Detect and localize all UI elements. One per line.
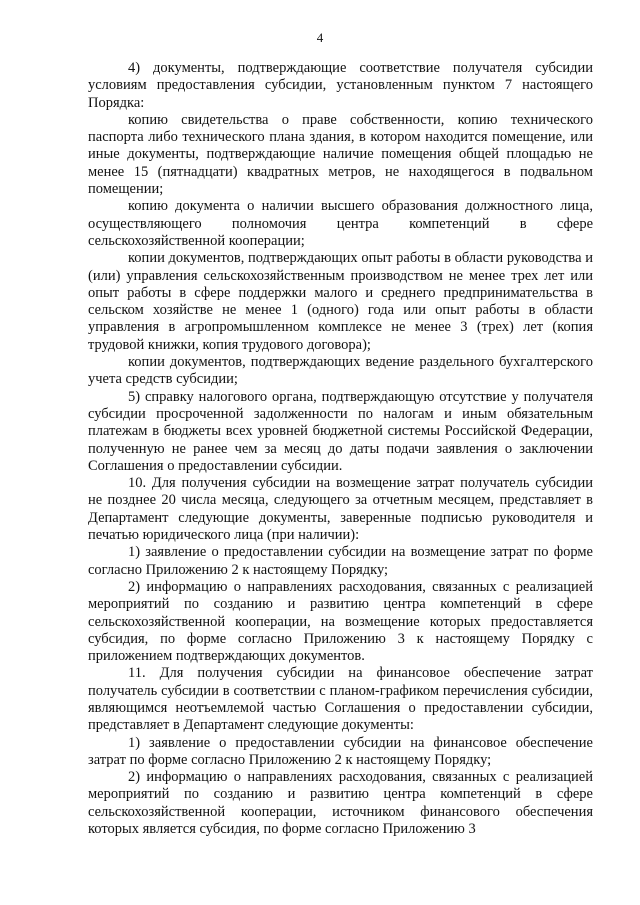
paragraph-clause-10: 10. Для получения субсидии на возмещение затрат получатель субсидии не позднее 20 числа месяца, следующего за отчетным месяцем, представляет в Департамент следующие документы, заверенные подписью руководителя и печатью юридического лица (при наличии): (88, 475, 593, 544)
paragraph-clause-11-item-1: 1) заявление о предоставлении субсидии на финансовое обеспечение затрат по форме согласно Приложению 2 к настоящему Порядку; (88, 734, 593, 768)
paragraph-clause-11-item-2: 2) информацию о направлениях расходования, связанных с реализацией мероприятий по созданию и развитию центра компетенций в сфере сельскохозяйственной кооперации, источником финансового обеспечения которых является субсидия, по форме согласно Приложению 3 (88, 769, 593, 838)
paragraph-separate-accounting: копии документов, подтверждающих ведение раздельного бухгалтерского учета средств субсидии; (88, 354, 593, 388)
paragraph-clause-10-item-2: 2) информацию о направлениях расходования, связанных с реализацией мероприятий по созданию и развитию центра компетенций в сфере сельскохозяйственной кооперации, на возмещение которых предоставляется субсидия, по форме согласно Приложению 3 к настоящему Порядку с приложением подтверждающих документов. (88, 578, 593, 665)
paragraph-clause-10-item-1: 1) заявление о предоставлении субсидии на возмещение затрат по форме согласно Приложению 2 к настоящему Порядку; (88, 544, 593, 578)
paragraph-item-5-tax-certificate: 5) справку налогового органа, подтверждающую отсутствие у получателя субсидии просроченной задолженности по налогам и иным обязательным платежам в бюджеты всех уровней бюджетной системы Российской Федерации, полученную не ранее чем за месяц до даты подачи заявления о заключении Соглашения о предоставлении субсидии. (88, 388, 593, 474)
page-number: 4 (316, 30, 324, 45)
paragraph-ownership-certificate: копию свидетельства о праве собственности, копию технического паспорта либо технического плана здания, в котором находится помещение, или иные документы, подтверждающие наличие помещения общей площадью не менее 15 (пятнадцати) квадратных метров, не находящегося в подвальном помещении; (88, 111, 593, 198)
paragraph-clause-11: 11. Для получения субсидии на финансовое обеспечение затрат получатель субсидии в соответствии с планом-графиком перечисления субсидии, являющимся неотъемлемой частью Соглашения о предоставлении субсидии, представляет в Департамент следующие документы: (88, 665, 593, 734)
paragraph-item-4-documents: 4) документы, подтверждающие соответствие получателя субсидии условиям предоставления субсидии, установленным пунктом 7 настоящего Порядка: (88, 60, 593, 111)
document-body (88, 60, 593, 838)
paragraph-work-experience: копии документов, подтверждающих опыт работы в области руководства и (или) управления сельскохозяйственным производством не менее трех лет или опыт работы в сфере поддержки малого и среднего предпринимательства в сельском хозяйстве не менее 1 (одного) года или опыт работы в области управления в агропромышленном комплексе не менее 3 (трех) лет (копия трудовой книжки, копия трудового договора); (88, 250, 593, 353)
paragraph-higher-education: копию документа о наличии высшего образования должностного лица, осуществляющего полномочия центра компетенций в сфере сельскохозяйственной кооперации; (88, 198, 593, 249)
